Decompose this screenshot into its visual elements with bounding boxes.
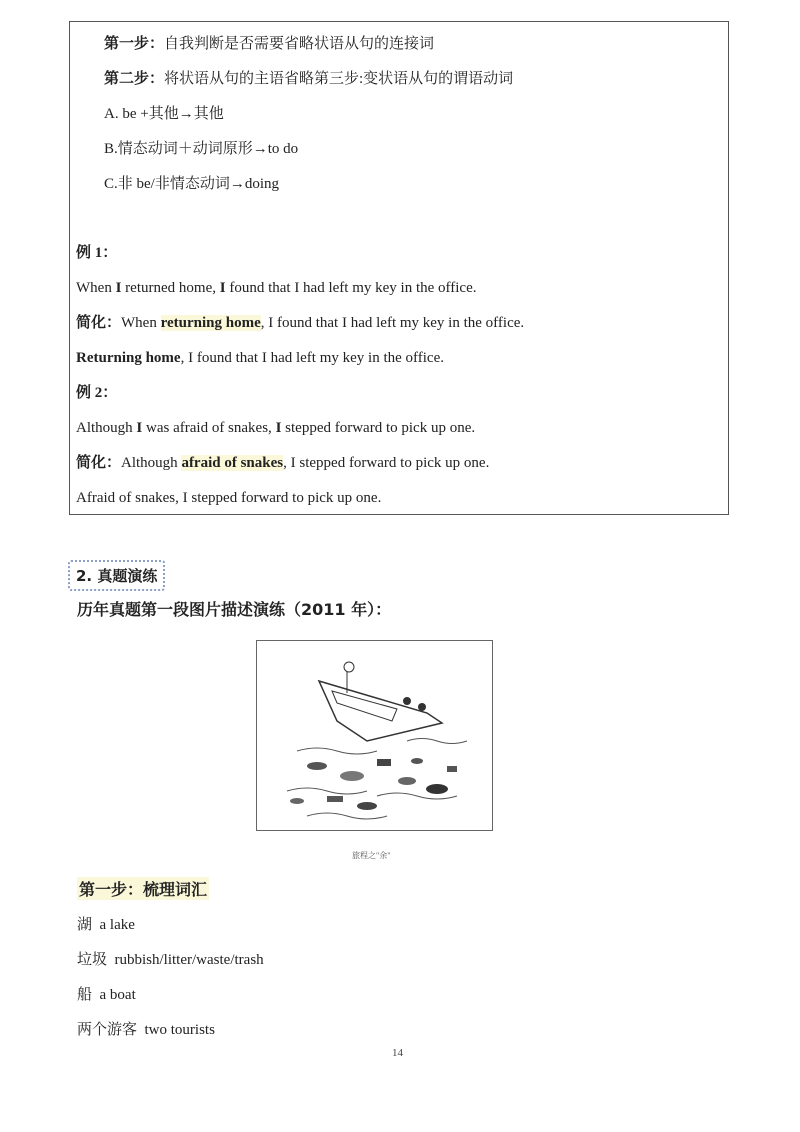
- step2-label: 第二步：: [104, 71, 165, 87]
- example-2-final: Afraid of snakes, I stepped forward to pick up one.: [76, 490, 382, 506]
- page-number: 14: [392, 1047, 403, 1059]
- step1-label: 第一步：: [104, 36, 165, 52]
- example-1-sentence: [76, 278, 476, 298]
- ex1-simp-highlight: returning home: [160, 315, 261, 331]
- grammar-rules-box: [69, 21, 729, 515]
- ex1-simp-label: 简化：: [76, 315, 122, 331]
- ex1-final-bold: Returning home: [76, 350, 181, 366]
- rule-c: C.非 be/非情态动词→doing: [104, 176, 279, 192]
- vocab-en: two tourists: [144, 1022, 215, 1038]
- ex1-s1-part1: When: [76, 280, 116, 296]
- vocab-step-label: 第一步：梳理词汇: [77, 877, 209, 900]
- step1-text: 自我判断是否需要省略状语从句的连接词: [164, 36, 435, 52]
- vocab-zh: 垃圾: [77, 952, 108, 968]
- example-1-final: [76, 348, 444, 368]
- ex1-s1-part2: returned home,: [121, 280, 220, 296]
- ex2-simp-label: 简化：: [76, 455, 122, 471]
- ex1-s1-bold1: I: [115, 280, 122, 296]
- vocab-zh: 湖: [77, 917, 93, 933]
- cartoon-illustration: [256, 640, 493, 831]
- ex1-s1-bold2: I: [219, 280, 226, 296]
- vocab-item: [77, 1018, 215, 1039]
- rule-b: B.情态动词＋动词原形→to do: [104, 141, 299, 157]
- ex2-s1-part3: stepped forward to pick up one.: [281, 420, 476, 436]
- step1-line: [104, 34, 434, 54]
- boat-litter-drawing: [257, 641, 492, 830]
- vocab-en: a lake: [99, 917, 135, 933]
- ex1-simp-part1: When: [121, 315, 161, 331]
- vocab-item: [77, 983, 136, 1004]
- example-2-simplified: [76, 453, 489, 473]
- ex2-simp-part2: , I stepped forward to pick up one.: [283, 455, 490, 471]
- vocab-en: rubbish/litter/waste/trash: [114, 952, 264, 968]
- example-2-label: 例 2：: [76, 385, 118, 401]
- example-1-label: 例 1：: [76, 245, 118, 261]
- ex2-s1-bold2: I: [275, 420, 282, 436]
- vocab-en: a boat: [99, 987, 136, 1003]
- step2-line: [104, 69, 513, 89]
- ex1-final-rest: , I found that I had left my key in the office.: [180, 350, 444, 366]
- litter-icon: [307, 762, 327, 770]
- vocab-item: [77, 913, 135, 934]
- ex2-s1-bold1: I: [136, 420, 143, 436]
- example-1-simplified: [76, 313, 524, 333]
- image-caption: 旅程之"余": [352, 851, 391, 860]
- vocab-zh: 两个游客: [77, 1022, 138, 1038]
- exercise-subtitle: 历年真题第一段图片描述演练（2011 年）：: [77, 600, 392, 619]
- step2-text: 将状语从句的主语省略第三步:变状语从句的谓语动词: [164, 71, 514, 87]
- ex2-s1-part2: was afraid of snakes,: [142, 420, 276, 436]
- rule-a: A. be +其他→其他: [104, 106, 224, 122]
- section-heading: 2. 真题演练: [68, 560, 165, 591]
- ex2-simp-part1: Although: [121, 455, 182, 471]
- boat-icon: [319, 681, 442, 741]
- ex1-s1-part3: found that I had left my key in the office.: [225, 280, 477, 296]
- example-2-sentence: [76, 418, 475, 438]
- ex1-simp-part2: , I found that I had left my key in the office.: [260, 315, 525, 331]
- ex2-s1-part1: Although: [76, 420, 137, 436]
- vocab-item: [77, 948, 264, 969]
- ex2-simp-highlight: afraid of snakes: [181, 455, 284, 471]
- vocab-zh: 船: [77, 987, 93, 1003]
